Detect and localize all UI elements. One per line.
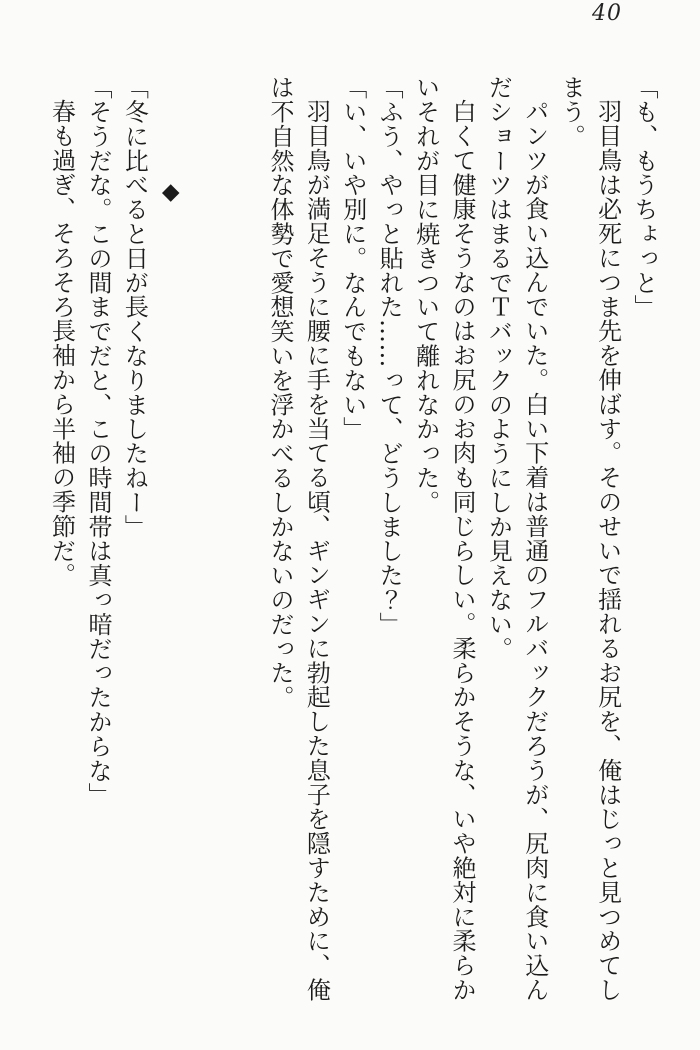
- text-line-paragraph: 春も過ぎ、そろそろ長袖から半袖の季節だ。: [47, 99, 76, 587]
- text-line-paragraph: 羽目鳥が満足そうに腰に手を当てる頃、ギンギンに勃起した息子を隠すために、俺: [302, 99, 331, 1002]
- text-line-dialogue: 「ふう、やっと貼れた……って、どうしました？」: [375, 75, 404, 637]
- text-line-paragraph: パンツが食い込んでいた。白い下着は普通のフルバックだろうが、尻肉に食い込ん: [520, 99, 549, 1002]
- vertical-text-block: [43, 75, 662, 1005]
- text-line-dialogue: 「冬に比べると日が長くなりましたねー」: [120, 75, 149, 539]
- blank-line: [225, 75, 261, 1005]
- text-line-continuation: まう。: [557, 75, 586, 149]
- page-number: 40: [592, 1, 622, 26]
- scene-break-diamond: ◆: [157, 178, 184, 205]
- text-line-continuation: いそれが目に焼きついて離れなかった。: [411, 75, 440, 515]
- text-line-paragraph: 白くて健康そうなのはお尻のお肉も同じらしい。柔らかそうな、いや絶対に柔らか: [447, 99, 476, 1002]
- text-line-continuation: は不自然な体勢で愛想笑いを浮かべるしかないのだった。: [265, 75, 294, 710]
- text-line-dialogue: 「も、もうちょっと」: [630, 75, 658, 319]
- text-line-dialogue: 「い、いや別に。なんでもない」: [338, 75, 367, 441]
- text-line-continuation: だショーツはまるでＴバックのようにしか見えない。: [484, 75, 513, 661]
- text-line-paragraph: 羽目鳥は必死につま先を伸ばす。そのせいで揺れるお尻を、俺はじっと見つめてし: [593, 99, 622, 1002]
- blank-line: [189, 75, 225, 1005]
- text-line-dialogue: 「そうだな。この間までだと、この時間帯は真っ暗だったからな」: [83, 75, 112, 807]
